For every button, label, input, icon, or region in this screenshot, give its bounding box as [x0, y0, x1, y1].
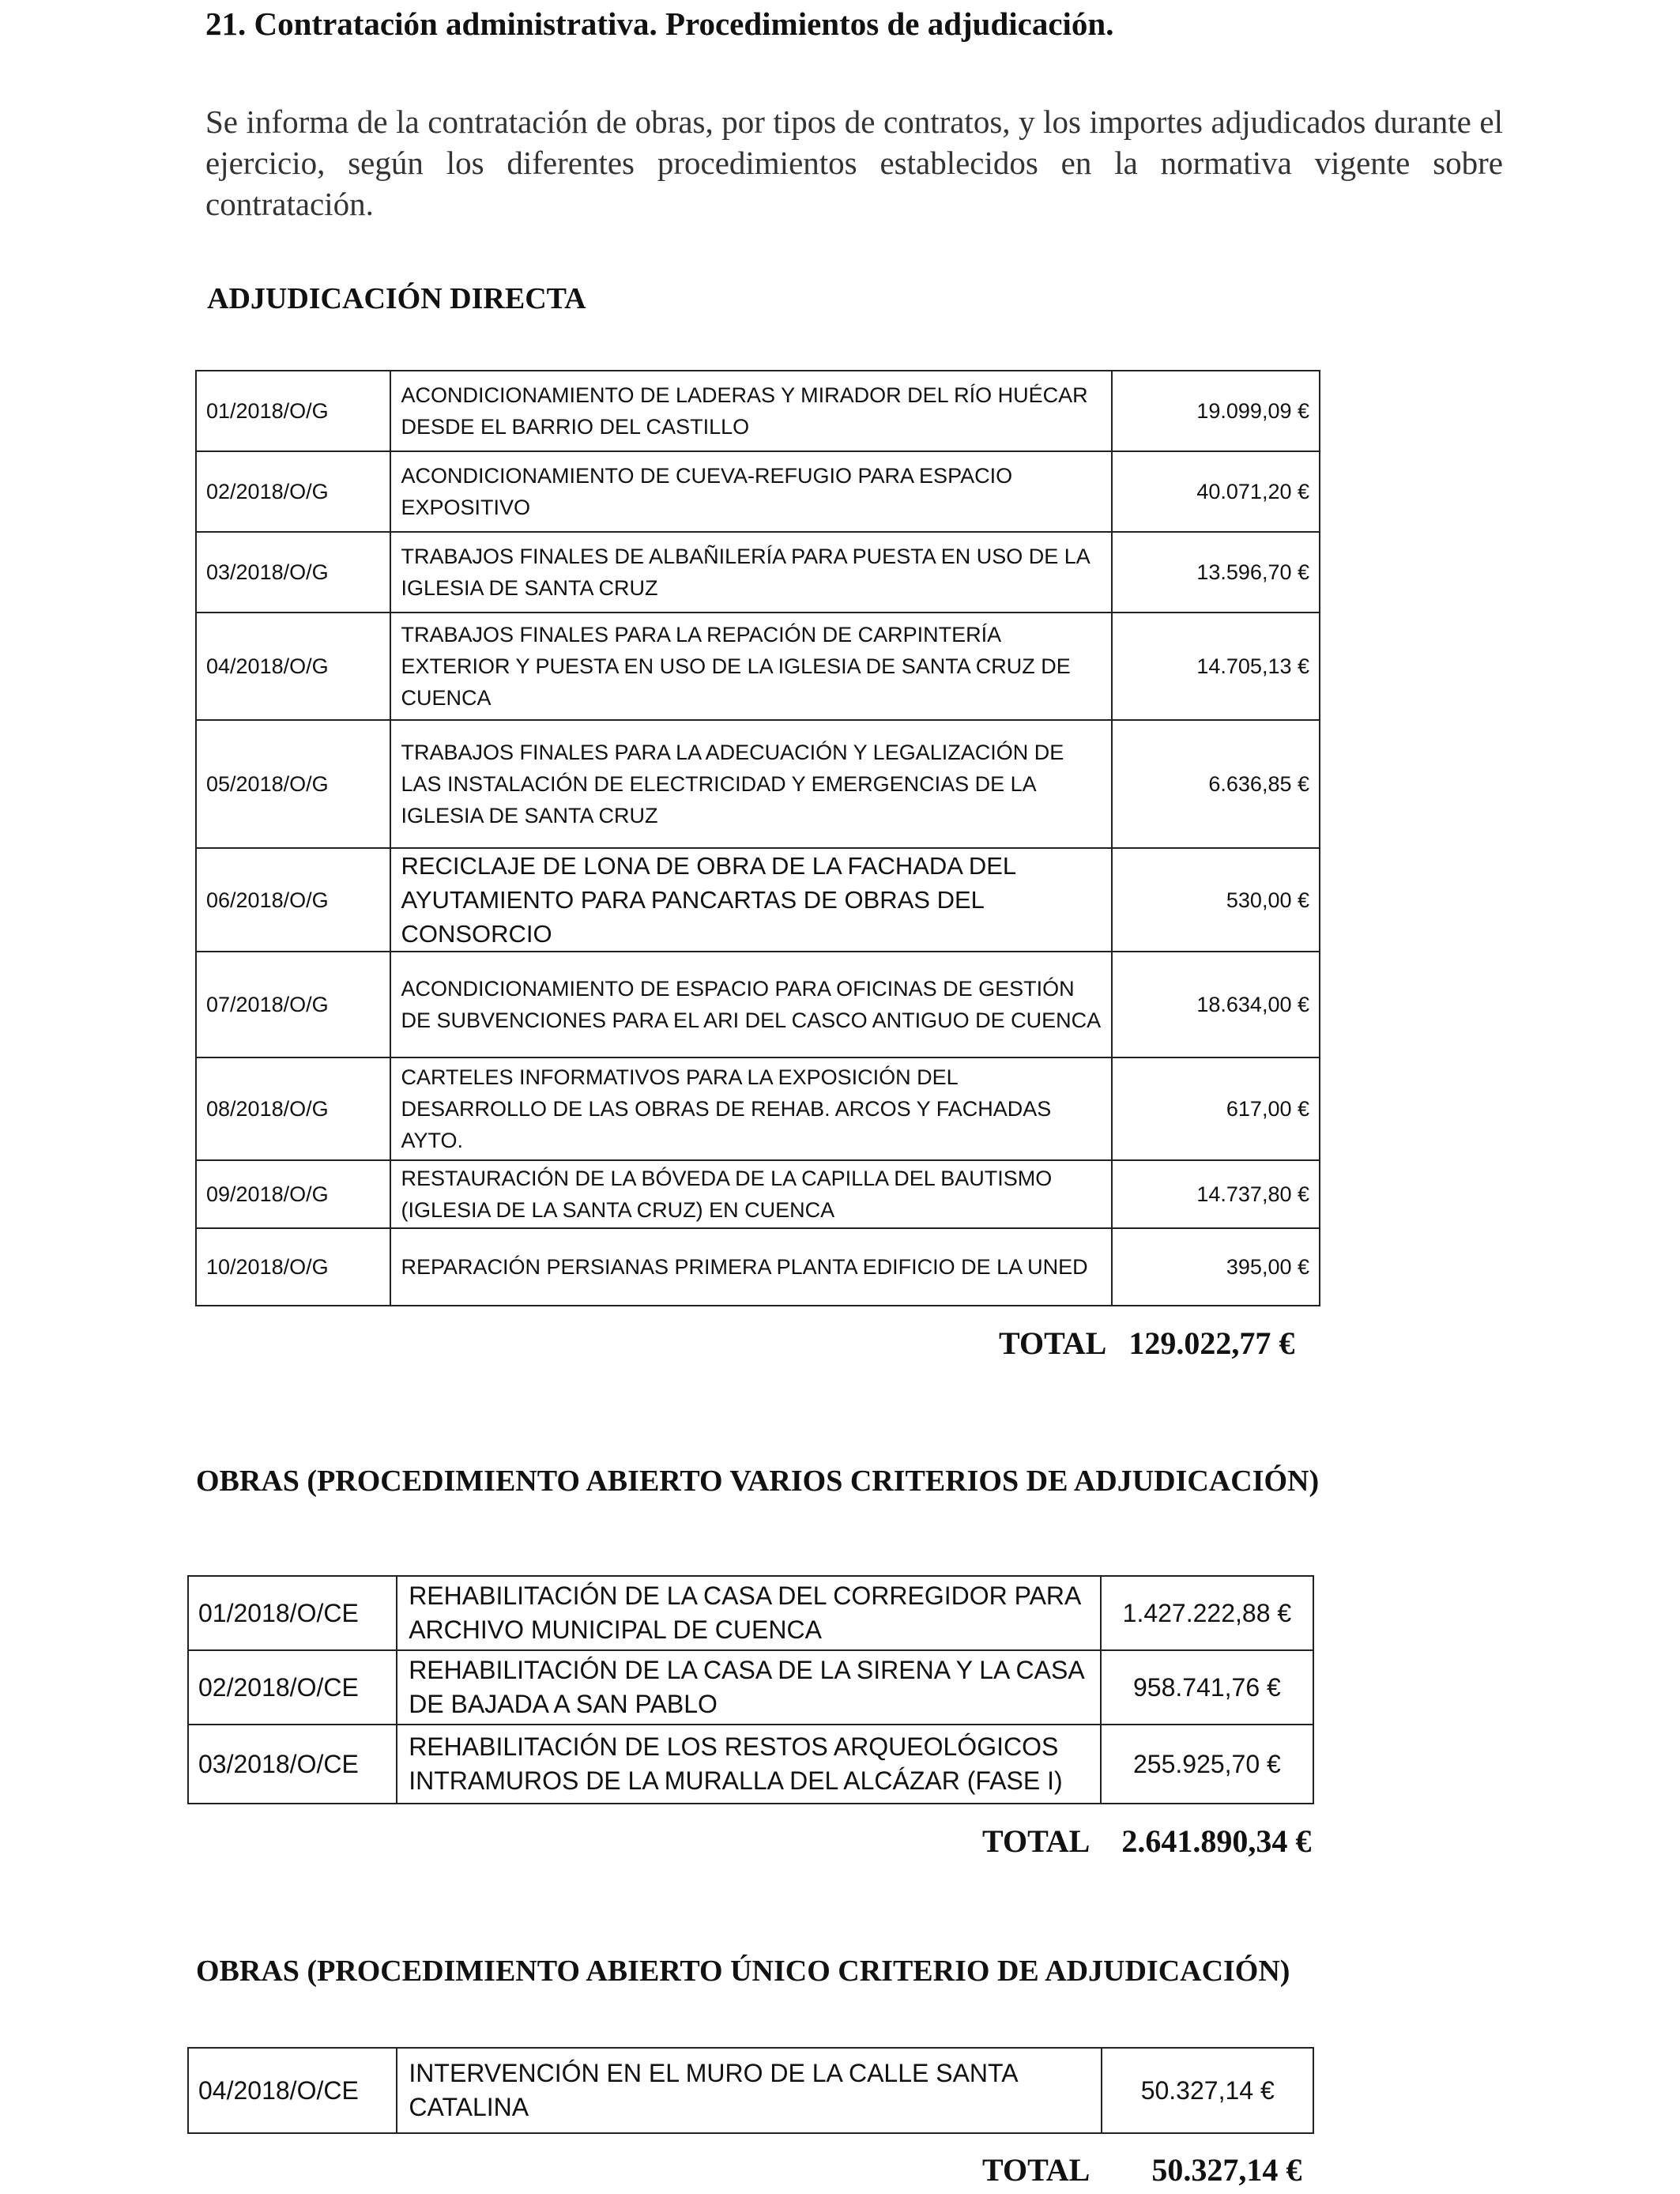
table-row: [196, 1160, 1320, 1228]
contract-description: ACONDICIONAMIENTO DE ESPACIO PARA OFICINAS DE GESTIÓN DE SUBVENCIONES PARA EL ARI DEL CASCO ANTIGUO DE CUENCA: [390, 952, 1111, 1057]
contract-code: 02/2018/O/G: [196, 451, 390, 532]
contract-code: 04/2018/O/G: [196, 613, 390, 720]
table-row: [196, 532, 1320, 613]
contract-amount: 50.327,14 €: [1102, 2048, 1313, 2133]
direct-contracts-table: [195, 370, 1320, 1306]
contract-description: RECICLAJE DE LONA DE OBRA DE LA FACHADA DEL AYUTAMIENTO PARA PANCARTAS DE OBRAS DEL CONSORCIO: [390, 848, 1111, 952]
contract-code: 03/2018/O/CE: [188, 1725, 397, 1804]
contract-amount: 6.636,85 €: [1112, 720, 1320, 848]
contract-code: 08/2018/O/G: [196, 1057, 390, 1160]
total-label: TOTAL: [999, 1325, 1107, 1361]
table-row: [196, 720, 1320, 848]
total-value: 2.641.890,34 €: [1121, 1823, 1312, 1859]
contract-description: ACONDICIONAMIENTO DE LADERAS Y MIRADOR DEL RÍO HUÉCAR DESDE EL BARRIO DEL CASTILLO: [390, 371, 1111, 451]
contract-amount: 958.741,76 €: [1101, 1650, 1313, 1725]
contract-amount: 530,00 €: [1112, 848, 1320, 952]
contract-code: 03/2018/O/G: [196, 532, 390, 613]
open-multi-criteria-table: [187, 1575, 1314, 1804]
intro-paragraph: Se informa de la contratación de obras, por tipos de contratos, y los importes adjudicados durante el ejercicio, según los diferentes procedimientos establecidos en la normativa vigente sobre contratación.: [205, 104, 1503, 222]
total-open-single: [982, 2151, 1301, 2188]
total-value: 129.022,77 €: [1128, 1325, 1295, 1361]
table-row: [196, 952, 1320, 1057]
page-heading: 21. Contratación administrativa. Procedimientos de adjudicación.: [205, 6, 1114, 42]
table-row: [188, 2048, 1313, 2133]
contract-description: TRABAJOS FINALES PARA LA ADECUACIÓN Y LEGALIZACIÓN DE LAS INSTALACIÓN DE ELECTRICIDAD Y EMERGENCIAS DE LA IGLESIA DE SANTA CRUZ: [390, 720, 1111, 848]
contract-amount: 255.925,70 €: [1101, 1725, 1313, 1804]
contract-amount: 18.634,00 €: [1112, 952, 1320, 1057]
contract-amount: 14.705,13 €: [1112, 613, 1320, 720]
contract-description: CARTELES INFORMATIVOS PARA LA EXPOSICIÓN DEL DESARROLLO DE LAS OBRAS DE REHAB. ARCOS Y FACHADAS AYTO.: [390, 1057, 1111, 1160]
contract-description: TRABAJOS FINALES DE ALBAÑILERÍA PARA PUESTA EN USO DE LA IGLESIA DE SANTA CRUZ: [390, 532, 1111, 613]
total-label: TOTAL: [982, 2152, 1090, 2188]
contract-code: 07/2018/O/G: [196, 952, 390, 1057]
total-label: TOTAL: [982, 1823, 1090, 1859]
section-title-open-multi: OBRAS (PROCEDIMIENTO ABIERTO VARIOS CRITERIOS DE ADJUDICACIÓN): [196, 1465, 1320, 1498]
contract-description: TRABAJOS FINALES PARA LA REPACIÓN DE CARPINTERÍA EXTERIOR Y PUESTA EN USO DE LA IGLESIA DE SANTA CRUZ DE CUENCA: [390, 613, 1111, 720]
table-row: [196, 1228, 1320, 1306]
contract-description: REHABILITACIÓN DE LOS RESTOS ARQUEOLÓGICOS INTRAMUROS DE LA MURALLA DEL ALCÁZAR (FASE I): [397, 1725, 1101, 1804]
table-row: [196, 1057, 1320, 1160]
table-row: [196, 371, 1320, 451]
contract-code: 01/2018/O/CE: [188, 1576, 397, 1650]
contract-code: 10/2018/O/G: [196, 1228, 390, 1306]
contract-description: REHABILITACIÓN DE LA CASA DEL CORREGIDOR PARA ARCHIVO MUNICIPAL DE CUENCA: [397, 1576, 1101, 1650]
table-row: [188, 1576, 1313, 1650]
total-value: 50.327,14 €: [1151, 2152, 1302, 2188]
contract-code: 02/2018/O/CE: [188, 1650, 397, 1725]
total-direct: [999, 1325, 1294, 1362]
contract-code: 09/2018/O/G: [196, 1160, 390, 1228]
table-row: [196, 451, 1320, 532]
contract-description: REPARACIÓN PERSIANAS PRIMERA PLANTA EDIFICIO DE LA UNED: [390, 1228, 1111, 1306]
contract-description: RESTAURACIÓN DE LA BÓVEDA DE LA CAPILLA DEL BAUTISMO (IGLESIA DE LA SANTA CRUZ) EN CUENCA: [390, 1160, 1111, 1228]
contract-amount: 13.596,70 €: [1112, 532, 1320, 613]
contract-description: REHABILITACIÓN DE LA CASA DE LA SIRENA Y LA CASA DE BAJADA A SAN PABLO: [397, 1650, 1101, 1725]
contract-amount: 395,00 €: [1112, 1228, 1320, 1306]
section-title-direct: ADJUDICACIÓN DIRECTA: [207, 282, 586, 315]
contract-amount: 40.071,20 €: [1112, 451, 1320, 532]
total-open-multi: [982, 1823, 1311, 1860]
table-row: [188, 1725, 1313, 1804]
table-row: [188, 1650, 1313, 1725]
contract-code: 04/2018/O/CE: [188, 2048, 397, 2133]
contract-amount: 617,00 €: [1112, 1057, 1320, 1160]
contract-description: ACONDICIONAMIENTO DE CUEVA-REFUGIO PARA ESPACIO EXPOSITIVO: [390, 451, 1111, 532]
section-title-open-single: OBRAS (PROCEDIMIENTO ABIERTO ÚNICO CRITERIO DE ADJUDICACIÓN): [196, 1955, 1290, 1988]
contract-description: INTERVENCIÓN EN EL MURO DE LA CALLE SANTA CATALINA: [397, 2048, 1102, 2133]
contract-code: 05/2018/O/G: [196, 720, 390, 848]
contract-amount: 1.427.222,88 €: [1101, 1576, 1313, 1650]
contract-amount: 14.737,80 €: [1112, 1160, 1320, 1228]
contract-code: 06/2018/O/G: [196, 848, 390, 952]
table-row: [196, 613, 1320, 720]
contract-code: 01/2018/O/G: [196, 371, 390, 451]
open-single-criterion-table: [187, 2047, 1314, 2134]
contract-amount: 19.099,09 €: [1112, 371, 1320, 451]
table-row: [196, 848, 1320, 952]
